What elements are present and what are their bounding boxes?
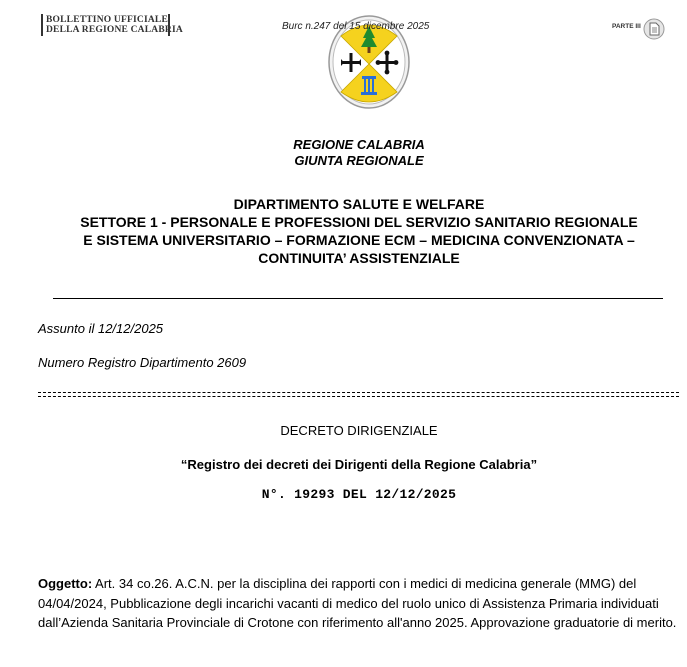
bollettino-line2: DELLA REGIONE CALABRIA: [46, 25, 183, 35]
department-line3: E SISTEMA UNIVERSITARIO – FORMAZIONE ECM – MEDICINA CONVENZIONATA –: [83, 232, 635, 248]
region-body: GIUNTA REGIONALE: [294, 153, 424, 168]
parte-label: PARTE III: [612, 23, 641, 30]
decree-type: DECRETO DIRIGENZIALE: [280, 423, 438, 438]
oggetto-text: Art. 34 co.26. A.C.N. per la disciplina dei rapporti con i medici di medicina generale (MMG) del 04/04/2024, Pubblicazione degli incarichi vacanti di medico del ruolo unico di Assistenza Primaria individuati dall’Azienda Sanitaria Provinciale di Crotone con riferimento all'anno 2025. Approvazione graduatorie di merito.: [38, 576, 677, 630]
oggetto-label: Oggetto:: [38, 576, 93, 591]
bollettino-line1: BOLLETTINO UFFICIALE: [46, 15, 168, 25]
document-icon: [643, 18, 665, 40]
department-heading: [0, 195, 687, 267]
decree-number: N°. 19293 DEL 12/12/2025: [261, 487, 457, 502]
separator-line: [53, 298, 663, 299]
region-name: REGIONE CALABRIA: [293, 137, 425, 152]
department-line2: SETTORE 1 - PERSONALE E PROFESSIONI DEL SERVIZIO SANITARIO REGIONALE: [80, 214, 638, 230]
department-line1: DIPARTIMENTO SALUTE E WELFARE: [233, 196, 485, 212]
oggetto-paragraph: [38, 574, 678, 633]
region-heading: [0, 137, 687, 169]
numero-registro: Numero Registro Dipartimento 2609: [38, 355, 247, 370]
decree-registry: “Registro dei decreti dei Dirigenti della Regione Calabria”: [180, 457, 538, 472]
bollettino-logo: [41, 14, 183, 36]
burc-reference: Burc n.247 del 15 dicembre 2025: [282, 21, 430, 32]
department-line4: CONTINUITA’ ASSISTENZIALE: [258, 250, 460, 266]
assunto-date: Assunto il 12/12/2025: [38, 321, 164, 336]
double-separator: [38, 392, 679, 397]
